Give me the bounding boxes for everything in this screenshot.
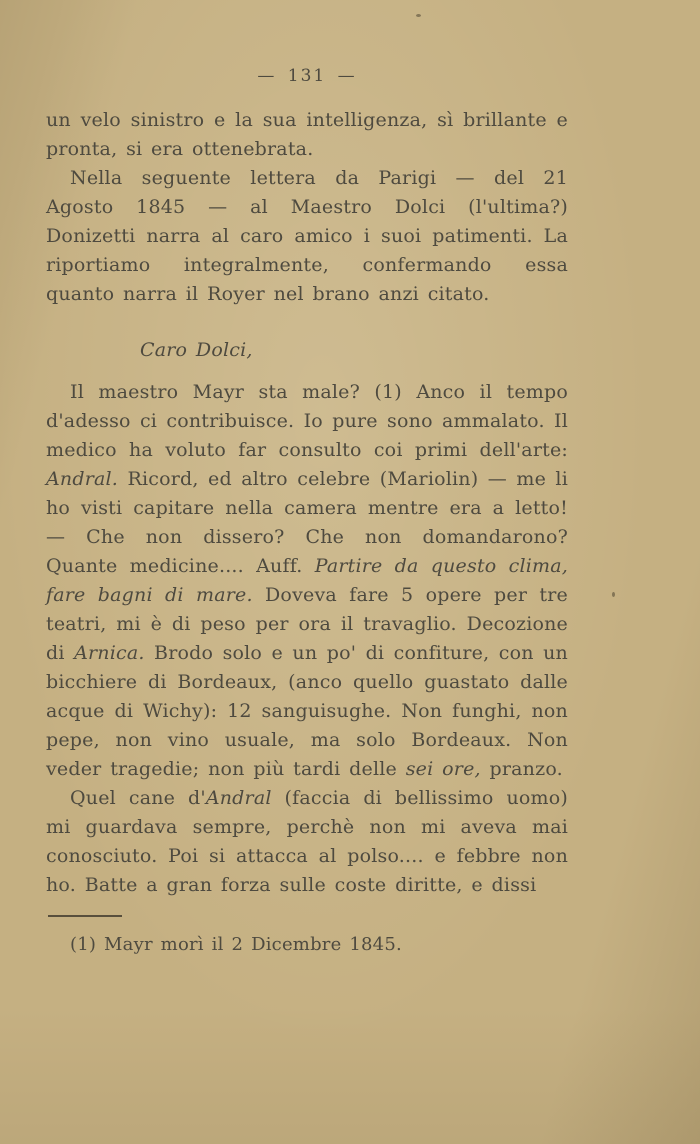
paragraph	[46, 784, 568, 900]
italic-run: Arnica.	[74, 642, 145, 664]
text-run: Brodo solo e un po' di confiture, con un bicchiere di Bordeaux, (anco quello guastato dalle acque di Wichy): 12 sanguisughe. Non funghi, non pepe, non vino usuale, ma solo Bordeaux. Non veder tragedie; non più tardi delle	[46, 642, 568, 780]
text-run: Il maestro Mayr sta male? (1) Anco il tempo d'adesso ci contribuisce. Io pure sono ammalato. Il medico ha voluto far consulto coi primi dell'arte:	[46, 381, 568, 461]
text-run: Doveva fare 5 opere per tre teatri, mi è di peso per ora il travaglio. Decozione di	[46, 584, 568, 664]
text-run: Quel cane d'	[70, 787, 206, 809]
page-number: — 131 —	[257, 66, 357, 86]
text-run: (faccia di bellissimo uomo) mi guardava sempre, perchè non mi aveva mai conosciuto. Poi si attacca al polso.... e febbre non ho. Batte a gran forza sulle coste diritte, e dissi	[46, 787, 569, 896]
text-run: Ricord, ed altro celebre (Mariolin) — me li ho visti capitare nella camera mentre era a letto! — Che non dissero? Che non domandarono? Quante medicine.... Auff.	[46, 468, 568, 577]
salutation	[46, 336, 568, 365]
paragraph	[46, 106, 568, 164]
italic-run: Andral.	[46, 468, 119, 490]
italic-run: Andral	[205, 787, 272, 809]
text-run: Nella seguente lettera da Parigi — del 21 Agosto 1845 — al Maestro Dolci (l'ultima?) Donizetti narra al caro amico i suoi patimenti. La riportiamo integralmente, confermando essa quanto narra il Royer nel brano anzi citato.	[46, 167, 568, 305]
italic-run: sei ore,	[405, 758, 481, 780]
italic-run: Partire da questo clima, fare bagni di mare.	[46, 555, 568, 606]
text-run: Caro Dolci,	[140, 339, 253, 361]
text-run: un velo sinistro e la sua intelligenza, sì brillante e pronta, si era ottenebrata.	[46, 109, 568, 160]
text-block	[46, 106, 568, 900]
footnote: (1) Mayr morì il 2 Dicembre 1845.	[70, 934, 402, 955]
footnote-rule	[48, 915, 122, 917]
ink-speck	[416, 14, 421, 17]
paragraph	[46, 164, 568, 309]
ink-speck	[612, 592, 615, 597]
text-run: pranzo.	[480, 758, 563, 780]
paragraph	[46, 378, 568, 784]
